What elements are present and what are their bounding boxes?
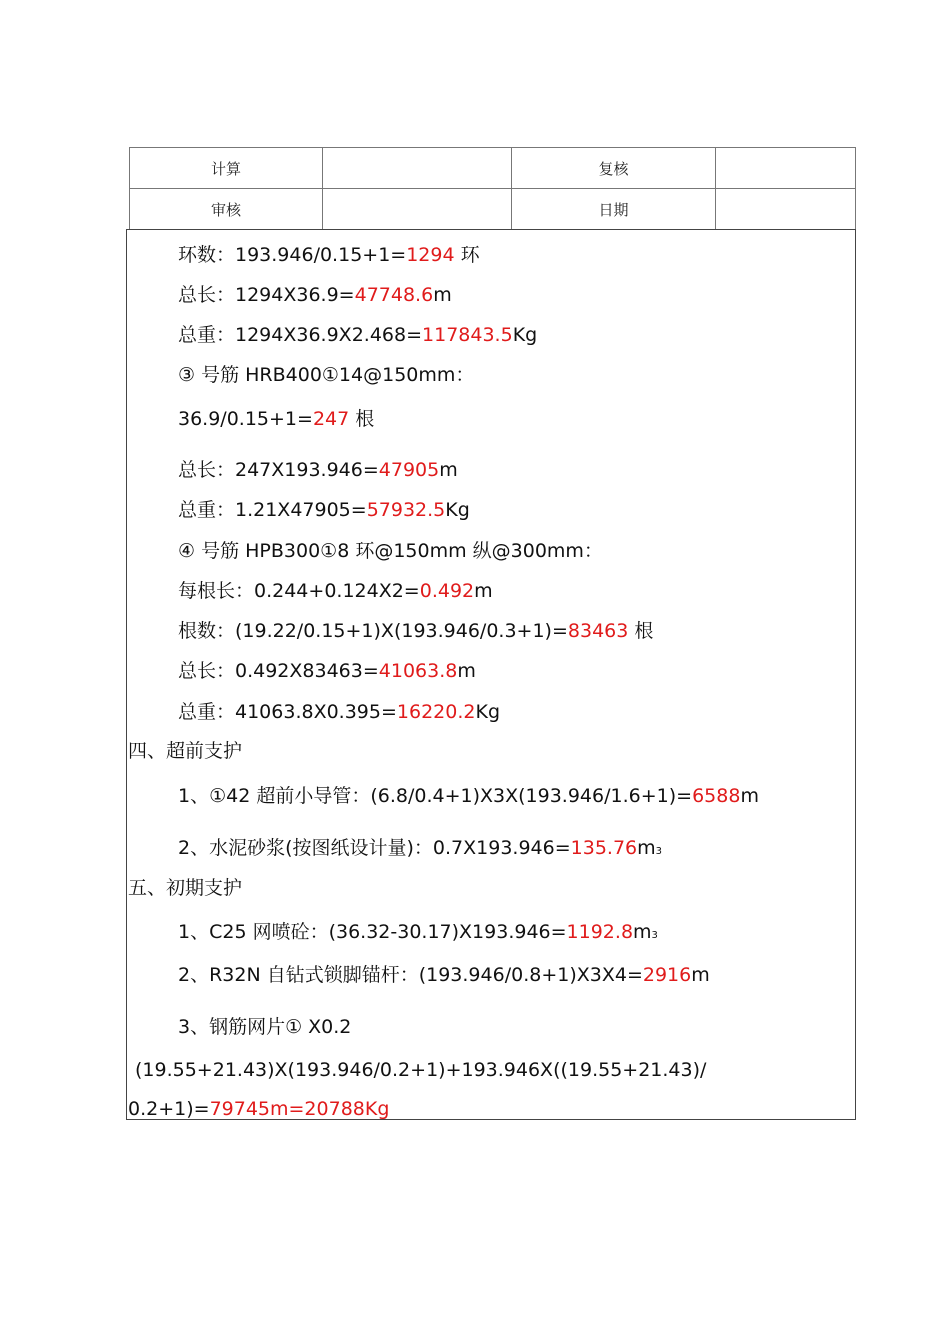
review-label: 复核 — [512, 148, 716, 189]
calc-line — [178, 498, 470, 522]
review-value-cell — [716, 148, 856, 189]
result-value: 47748.6 — [354, 284, 434, 306]
signoff-row-1 — [130, 148, 856, 189]
formula-text: Kg — [475, 701, 501, 723]
calc-line — [128, 1097, 389, 1121]
audit-label: 审核 — [130, 189, 323, 230]
result-value: 135.76 — [570, 837, 638, 859]
formula-text: 总重：1.21X47905= — [178, 499, 367, 521]
calc-line — [178, 363, 474, 387]
formula-text: 根 — [349, 408, 375, 430]
formula-text: 0.2+1)= — [128, 1098, 210, 1120]
formula-text: 36.9/0.15+1= — [178, 408, 313, 430]
calc-line — [178, 963, 710, 987]
calc-line — [178, 407, 374, 431]
formula-text: 总长：1294X36.9= — [178, 284, 355, 306]
calc-line — [128, 739, 242, 763]
result-value: 57932.5 — [366, 499, 446, 521]
formula-text: ④ 号筋 HPB300①8 环@150mm 纵@300mm： — [178, 540, 603, 562]
calc-value-cell — [323, 148, 512, 189]
formula-text: m — [433, 284, 452, 306]
date-value-cell — [716, 189, 856, 230]
result-value: 83463 — [567, 620, 629, 642]
formula-text: (19.55+21.43)X(193.946/0.2+1)+193.946X((19.55+21.43)/ — [135, 1059, 707, 1081]
audit-value-cell — [323, 189, 512, 230]
formula-text: 根 — [628, 620, 654, 642]
calc-line — [178, 784, 759, 808]
formula-text: m — [474, 580, 493, 602]
formula-text: m — [439, 459, 458, 481]
result-value: 16220.2 — [396, 701, 476, 723]
result-value: 247 — [312, 408, 350, 430]
calc-line — [178, 659, 476, 683]
calc-line — [178, 920, 658, 948]
formula-text: 2、R32N 自钻式锁脚锚杆：(193.946/0.8+1)X3X4= — [178, 964, 643, 986]
calc-line — [178, 836, 662, 864]
formula-text: 环 — [454, 244, 480, 266]
formula-text: m — [691, 964, 710, 986]
formula-text: m — [637, 837, 656, 859]
formula-text: ③ 号筋 HRB400①14@150mm： — [178, 364, 475, 386]
formula-text: m — [740, 785, 759, 807]
date-label: 日期 — [512, 189, 716, 230]
unit-superscript: 3 — [651, 930, 658, 941]
calc-line — [178, 539, 603, 563]
unit-superscript: 3 — [655, 846, 663, 857]
signoff-table — [129, 147, 856, 230]
formula-text: 1、C25 网喷砼：(36.32-30.17)X193.946= — [178, 921, 567, 943]
formula-text: 总重：1294X36.9X2.468= — [178, 324, 423, 346]
formula-text: 总长：0.492X83463= — [178, 660, 379, 682]
formula-text: 根数：(19.22/0.15+1)X(193.946/0.3+1)= — [178, 620, 568, 642]
formula-text: 总重：41063.8X0.395= — [178, 701, 397, 723]
result-value: 41063.8 — [378, 660, 458, 682]
formula-text: 2、水泥砂浆(按图纸设计量)：0.7X193.946= — [178, 837, 571, 859]
signoff-row-2 — [130, 189, 856, 230]
calc-line — [178, 458, 458, 482]
result-value: 79745m=20788Kg — [209, 1098, 390, 1120]
formula-text: 环数：193.946/0.15+1= — [178, 244, 407, 266]
result-value: 47905 — [378, 459, 440, 481]
formula-text: Kg — [445, 499, 470, 521]
formula-text: 3、钢筋网片① X0.2 — [178, 1016, 352, 1038]
formula-text: m — [633, 921, 652, 943]
calc-line — [178, 579, 493, 603]
formula-text: 总长：247X193.946= — [178, 459, 379, 481]
formula-text: 五、初期支护 — [128, 877, 243, 899]
formula-text: 每根长：0.244+0.124X2= — [178, 580, 420, 602]
calc-line — [178, 1015, 351, 1039]
calc-line — [178, 323, 537, 347]
formula-text: 1、①42 超前小导管：(6.8/0.4+1)X3X(193.946/1.6+1)= — [178, 785, 693, 807]
formula-text: m — [457, 660, 476, 682]
formula-text: 四、超前支护 — [128, 740, 243, 762]
result-value: 1192.8 — [566, 921, 634, 943]
calc-label: 计算 — [130, 148, 323, 189]
calc-line — [178, 700, 500, 724]
result-value: 6588 — [692, 785, 741, 807]
result-value: 2916 — [642, 964, 692, 986]
result-value: 1294 — [406, 244, 455, 266]
calc-line — [128, 876, 242, 900]
calc-line — [178, 619, 653, 643]
calc-line — [178, 243, 480, 267]
result-value: 0.492 — [419, 580, 475, 602]
calc-line — [135, 1058, 706, 1082]
calc-line — [178, 283, 452, 307]
result-value: 117843.5 — [422, 324, 513, 346]
formula-text: Kg — [512, 324, 538, 346]
